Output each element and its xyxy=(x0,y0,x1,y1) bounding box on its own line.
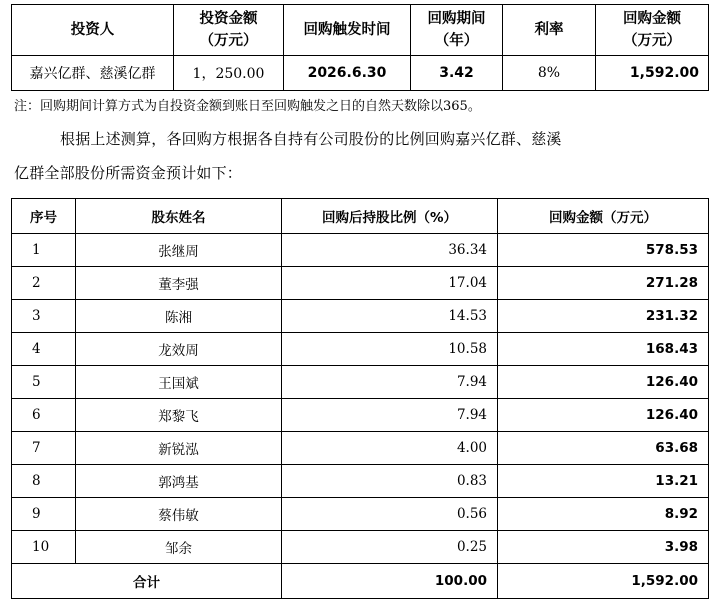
header-shareholder-name: 股东姓名 xyxy=(76,199,282,234)
cell-rate: 8% xyxy=(503,56,596,91)
cell-investment-amount: 1，250.00 xyxy=(174,56,284,91)
row-holding-ratio: 17.04 xyxy=(282,267,498,300)
row-shareholder-name: 郑黎飞 xyxy=(76,399,282,432)
header-repurchase-amount: 回购金额 （万元） xyxy=(596,5,709,56)
table-row xyxy=(12,399,709,432)
table-note: 注：回购期间计算方式为自投资金额到账日至回购触发之日的自然天数除以365。 xyxy=(14,99,481,114)
table-row xyxy=(12,498,709,531)
row-holding-ratio: 4.00 xyxy=(282,432,498,465)
cell-period: 3.42 xyxy=(411,56,503,91)
row-serial: 7 xyxy=(12,432,76,465)
row-serial: 10 xyxy=(12,531,76,564)
row-amount: 3.98 xyxy=(498,531,709,564)
row-holding-ratio: 14.53 xyxy=(282,300,498,333)
row-shareholder-name: 王国斌 xyxy=(76,366,282,399)
row-amount: 13.21 xyxy=(498,465,709,498)
cell-repurchase-amount: 1,592.00 xyxy=(596,56,709,91)
total-ratio: 100.00 xyxy=(282,564,498,599)
header-investor: 投资人 xyxy=(12,5,174,56)
header-amount: 回购金额（万元） xyxy=(498,199,709,234)
table-row xyxy=(12,234,709,267)
row-serial: 8 xyxy=(12,465,76,498)
row-shareholder-name: 张继周 xyxy=(76,234,282,267)
row-amount: 126.40 xyxy=(498,366,709,399)
paragraph-line-1: 根据上述测算，各回购方根据各自持有公司股份的比例回购嘉兴亿群、慈溪 xyxy=(60,130,562,148)
row-holding-ratio: 0.25 xyxy=(282,531,498,564)
row-amount: 8.92 xyxy=(498,498,709,531)
header-holding-ratio: 回购后持股比例（%） xyxy=(282,199,498,234)
row-amount: 578.53 xyxy=(498,234,709,267)
header-investment-amount: 投资金额 （万元） xyxy=(174,5,284,56)
row-holding-ratio: 0.56 xyxy=(282,498,498,531)
total-row xyxy=(12,564,709,599)
row-shareholder-name: 蔡伟敏 xyxy=(76,498,282,531)
total-amount: 1,592.00 xyxy=(498,564,709,599)
row-amount: 271.28 xyxy=(498,267,709,300)
row-serial: 6 xyxy=(12,399,76,432)
cell-trigger-date: 2026.6.30 xyxy=(284,56,411,91)
summary-data-row xyxy=(12,56,709,91)
row-holding-ratio: 7.94 xyxy=(282,366,498,399)
row-shareholder-name: 新锐泓 xyxy=(76,432,282,465)
summary-header-row xyxy=(12,5,709,56)
row-shareholder-name: 董李强 xyxy=(76,267,282,300)
row-serial: 4 xyxy=(12,333,76,366)
row-holding-ratio: 7.94 xyxy=(282,399,498,432)
row-shareholder-name: 龙效周 xyxy=(76,333,282,366)
row-serial: 2 xyxy=(12,267,76,300)
table-row xyxy=(12,465,709,498)
row-serial: 3 xyxy=(12,300,76,333)
paragraph-line-2: 亿群全部股份所需资金预计如下： xyxy=(14,164,243,182)
table-row xyxy=(12,531,709,564)
table-row xyxy=(12,300,709,333)
repurchase-summary-table xyxy=(11,4,709,91)
row-amount: 126.40 xyxy=(498,399,709,432)
header-repurchase-period: 回购期间 （年） xyxy=(411,5,503,56)
row-shareholder-name: 陈湘 xyxy=(76,300,282,333)
cell-investor: 嘉兴亿群、慈溪亿群 xyxy=(12,56,174,91)
total-label: 合计 xyxy=(12,564,282,599)
shareholder-header-row xyxy=(12,199,709,234)
header-trigger-date: 回购触发时间 xyxy=(284,5,411,56)
row-shareholder-name: 邹余 xyxy=(76,531,282,564)
shareholder-repurchase-table xyxy=(11,198,709,599)
header-interest-rate: 利率 xyxy=(503,5,596,56)
table-row xyxy=(12,267,709,300)
row-shareholder-name: 郭鸿基 xyxy=(76,465,282,498)
row-amount: 168.43 xyxy=(498,333,709,366)
row-amount: 231.32 xyxy=(498,300,709,333)
table-row xyxy=(12,333,709,366)
row-holding-ratio: 10.58 xyxy=(282,333,498,366)
row-holding-ratio: 0.83 xyxy=(282,465,498,498)
row-serial: 5 xyxy=(12,366,76,399)
row-serial: 9 xyxy=(12,498,76,531)
row-serial: 1 xyxy=(12,234,76,267)
row-holding-ratio: 36.34 xyxy=(282,234,498,267)
header-serial: 序号 xyxy=(12,199,76,234)
row-amount: 63.68 xyxy=(498,432,709,465)
table-row xyxy=(12,366,709,399)
table-row xyxy=(12,432,709,465)
